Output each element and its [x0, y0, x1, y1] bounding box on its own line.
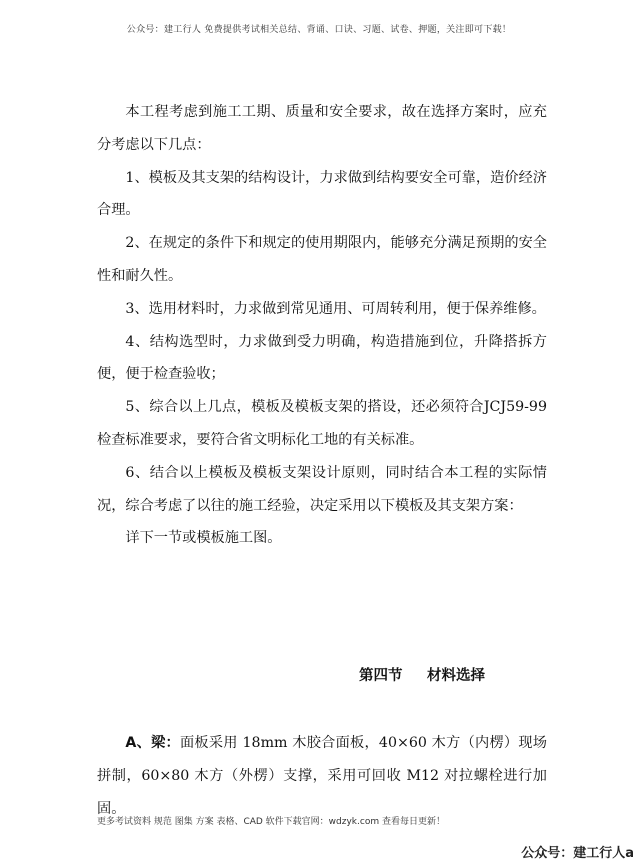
watermark: 公众号：建工行人a [521, 846, 634, 861]
intro-paragraph: 本工程考虑到施工工期、质量和安全要求，故在选择方案时，应充分考虑以下几点： [97, 104, 547, 153]
page-footer: 更多考试资料 规范 图集 方案 表格、CAD 软件下载官网：wdzyk.com 查看每日更新！ [97, 817, 445, 827]
section-title: 材料选择 [427, 668, 485, 684]
beam-section [97, 727, 547, 826]
point-3-paragraph: 3、选用材料时，力求做到常见通用、可周转利用，便于保养维修。 [125, 300, 546, 317]
point-6-paragraph: 6、结合以上模板及模板支架设计原则，同时结合本工程的实际情况，综合考虑了以往的施工经验，决定采用以下模板及其支架方案： [97, 464, 547, 514]
beam-paragraph [97, 727, 547, 826]
point-2-paragraph: 2、在规定的条件下和规定的使用期限内，能够充分满足预期的安全性和耐久性。 [97, 235, 547, 284]
point-1-paragraph: 1、模板及其支架的结构设计，力求做到结构要安全可靠，造价经济合理。 [97, 169, 547, 219]
page-header: 公众号：建工行人 免费提供考试相关总结、背诵、口诀、习题、试卷、押题，关注即可下载！ [126, 25, 512, 35]
beam-label: A、梁： [125, 735, 180, 751]
document-body [97, 96, 547, 555]
reference-paragraph: 详下一节或模板施工图。 [125, 530, 282, 547]
point-5-paragraph: 5、综合以上几点，模板及模板支架的搭设，还必须符合JCJ59-99 检查标准要求，要符合省文明标化工地的有关标准。 [97, 399, 547, 448]
section-number: 第四节 [359, 668, 403, 684]
point-4-paragraph: 4、结构选型时，力求做到受力明确，构造措施到位，升降搭拆方便，便于检查验收； [97, 333, 547, 383]
beam-description: 面板采用 18mm 木胶合面板，40×60 木方（内楞）现场拼制，60×80 木方（外楞）支撑，采用可回收 M12 对拉螺栓进行加固。 [97, 735, 547, 817]
